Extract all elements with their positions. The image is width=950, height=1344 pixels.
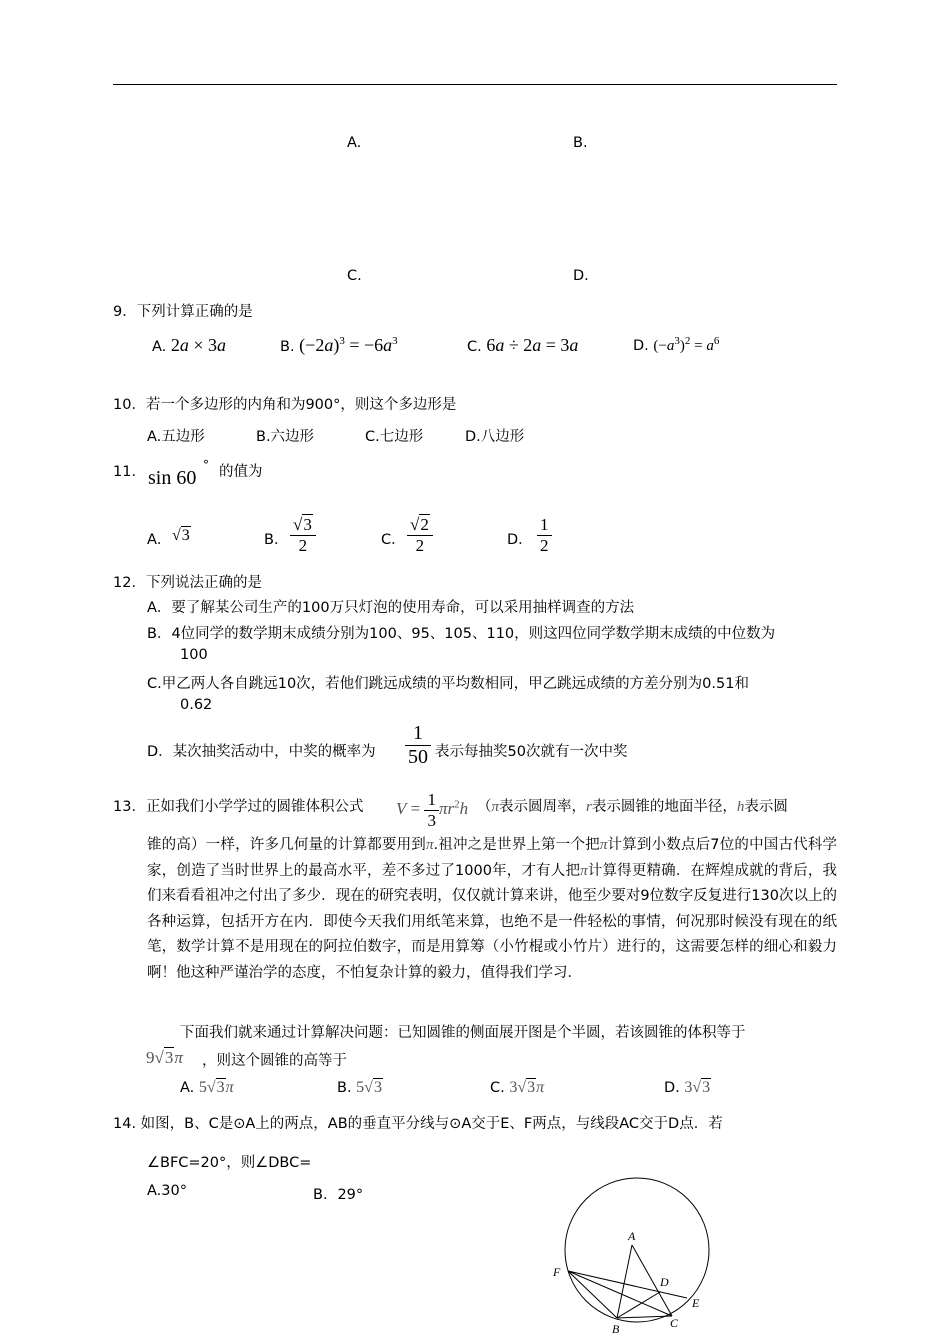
- q9-option-a-label: A.: [152, 339, 167, 355]
- q13-problem-line: 下面我们就来通过计算解决问题：已知圆锥的侧面展开图是个半圆，若该圆锥的体积等于: [180, 1025, 746, 1041]
- q13-formula: V = $\frac{1}{3}$ $\pi r^2h$: [396, 790, 469, 830]
- q12-option-b-line2: 100: [180, 647, 208, 663]
- q10-stem: 10．若一个多边形的内角和为900°，则这个多边形是: [113, 397, 457, 413]
- q11-option-d-label: D．: [507, 532, 533, 548]
- q11-degree: °: [203, 458, 209, 472]
- q14-figure: [540, 1172, 740, 1340]
- q11-sin-expr: sin 60: [148, 467, 197, 489]
- q11-option-b-expr: $\frac{√3}{2}$: [290, 515, 316, 555]
- q13-line1-pre: 13．正如我们小学学过的圆锥体积公式: [113, 799, 364, 815]
- label-d: D: [660, 1275, 669, 1289]
- q12-option-a: A．要了解某公司生产的100万只灯泡的使用寿命，可以采用抽样调查的方法: [147, 600, 635, 616]
- q11-tail: 的值为: [219, 464, 263, 480]
- q11-option-b-label: B．: [264, 532, 289, 548]
- q12-option-d-pre: D．某次抽奖活动中，中奖的概率为: [147, 744, 376, 760]
- q12-option-d-fraction: $\frac{1}{50}$: [405, 722, 431, 769]
- line-fe: [568, 1271, 687, 1298]
- q13-paragraph: 锥的高）一样，许多几何量的计算都要用到π.祖冲之是世界上第一个把π计算到小数点后7位的中国古代科学家，创造了当时世界上的最高水平，差不多过了1000年，才有人把π计算得更精确．在辉煌成就的背后，我们来看看祖冲之付出了多少．现在的研究表明，仅仅就计算来讲，他至少要对9位数字反复进行130次以上的各种运算，包括开方在内．即使今天我们用纸笔来算，也绝不是一件轻松的事情，何况那时候没有现在的纸笔，数学计算不是用现在的阿拉伯数字，而是用算筹（小竹棍或小竹片）进行的，这需要怎样的细心和毅力啊！他这种严谨治学的态度，不怕复杂计算的毅力，值得我们学习．: [147, 837, 838, 981]
- q9-option-d-label: D.: [633, 338, 649, 354]
- q9-option-d-expr: $(-a^3)^2 = a^6$: [653, 335, 720, 354]
- segment-bd: [617, 1292, 660, 1318]
- q14-option-b: B．29°: [313, 1187, 364, 1203]
- q14-line2: ∠BFC=20°，则∠DBC=: [147, 1155, 312, 1171]
- q13-option-a: A. 5√3π: [180, 1079, 234, 1096]
- q11-number: 11．: [113, 464, 146, 480]
- q13-option-d: D. 3√3: [664, 1079, 711, 1096]
- header-rule: [113, 84, 837, 85]
- q9-option-b: [280, 335, 398, 356]
- q11-option-d-expr: $\frac{1}{2}$: [537, 515, 552, 555]
- segment-fc: [568, 1271, 672, 1316]
- q10-option-b: B.六边形: [256, 429, 315, 445]
- q10-option-c: C.七边形: [365, 429, 424, 445]
- label-c: C: [670, 1316, 679, 1330]
- q12-option-c-line2: 0.62: [180, 697, 213, 713]
- q9-option-a-expr: 2a × 3a: [170, 335, 227, 355]
- q13-volume-expr: 9√3π: [146, 1048, 183, 1067]
- q9-option-d: [633, 335, 719, 355]
- q8-option-a-label: A.: [347, 135, 362, 151]
- q9-option-c-expr: 6a ÷ 2a = 3a: [486, 335, 579, 355]
- q13-option-c: C. 3√3π: [490, 1079, 545, 1096]
- q8-option-b-label: B.: [573, 135, 588, 151]
- q10-option-a: A.五边形: [147, 429, 205, 445]
- q9-option-c: [467, 335, 578, 356]
- q9-option-b-label: B.: [280, 339, 295, 355]
- q11-option-a-expr: √3: [172, 527, 190, 544]
- segment-ab: [617, 1245, 632, 1318]
- q14-option-a: A.30°: [147, 1183, 187, 1199]
- q12-option-d-post: 表示每抽奖50次就有一次中奖: [435, 744, 628, 760]
- q12-stem: 12．下列说法正确的是: [113, 575, 262, 591]
- q8-option-c-label: C.: [347, 268, 362, 284]
- q13-line1-post: （π表示圆周率，r表示圆锥的地面半径，h表示圆: [477, 799, 788, 815]
- q12-option-c-line1: C.甲乙两人各自跳远10次，若他们跳远成绩的平均数相同，甲乙跳远成绩的方差分别为0.51和: [147, 676, 749, 692]
- q13-problem-tail: ，则这个圆锥的高等于: [202, 1053, 347, 1069]
- label-b: B: [612, 1322, 620, 1336]
- label-e: E: [692, 1296, 700, 1310]
- q9-stem: 9．下列计算正确的是: [113, 304, 253, 320]
- label-f: F: [553, 1265, 561, 1279]
- q9-option-b-expr: $(-2a)^3 = -6a^3$: [299, 335, 398, 355]
- q13-option-b: B. 5√3: [337, 1079, 382, 1096]
- q9-option-c-label: C.: [467, 339, 482, 355]
- q12-option-b-line1: B．4位同学的数学期末成绩分别为100、95、105、110，则这四位同学数学期末成绩的中位数为: [147, 626, 776, 642]
- q8-option-d-label: D.: [573, 268, 589, 284]
- label-a: A: [628, 1229, 636, 1243]
- q11-option-a-label: A．: [147, 532, 172, 548]
- q14-line1: 14. 如图，B、C是⊙A上的两点，AB的垂直平分线与⊙A交于E、F两点，与线段AC交于D点．若: [113, 1116, 723, 1132]
- segment-fb: [568, 1271, 617, 1318]
- q11-option-c-expr: $\frac{√2}{2}$: [407, 515, 433, 555]
- q10-option-d: D.八边形: [465, 429, 525, 445]
- q9-option-a: [152, 335, 226, 356]
- q11-option-c-label: C．: [381, 532, 406, 548]
